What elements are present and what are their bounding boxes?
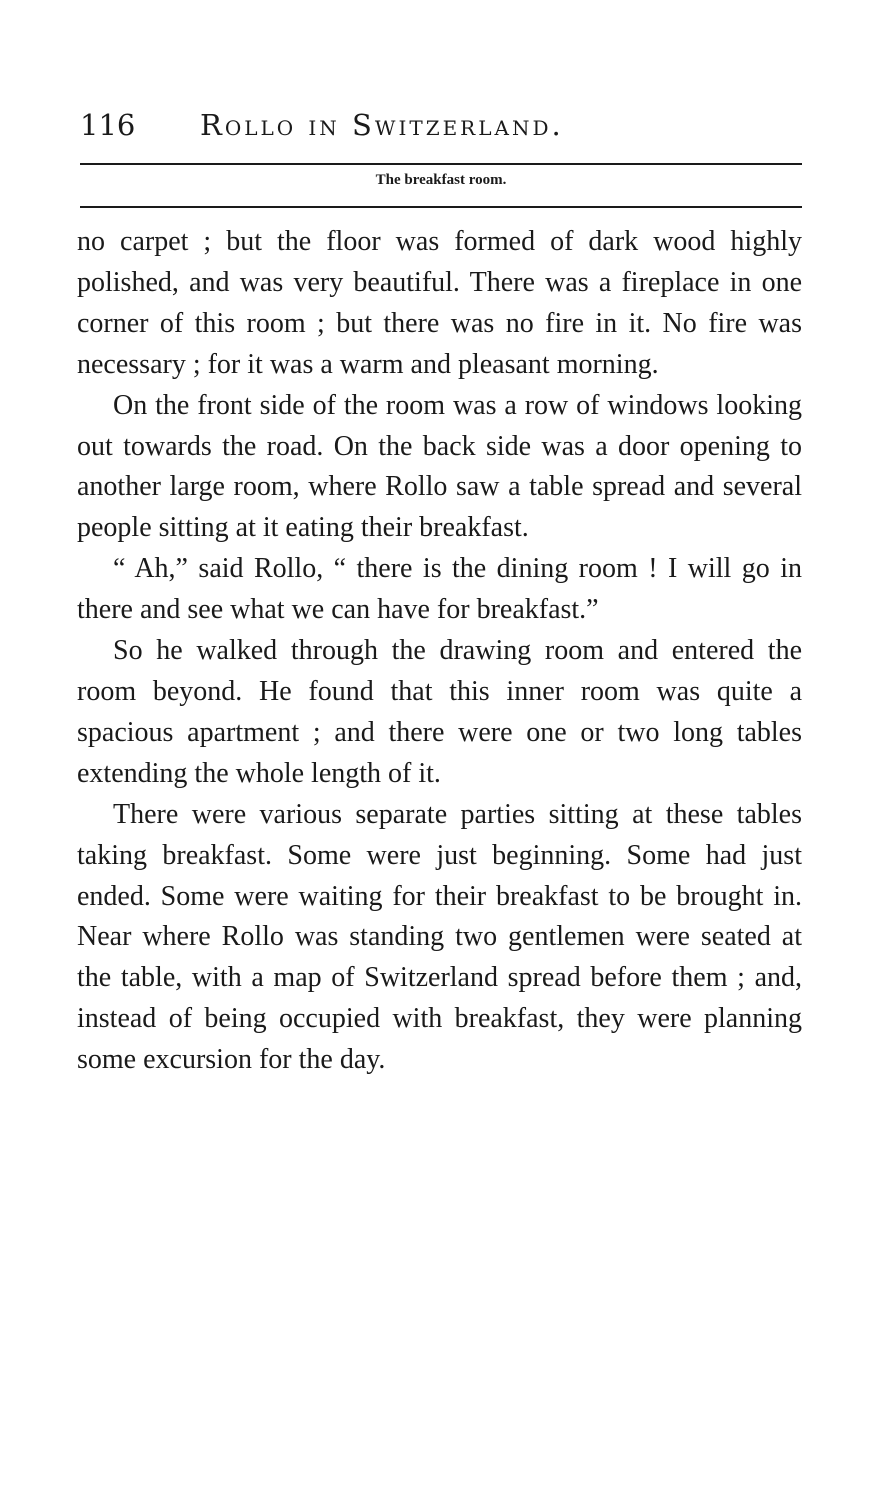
paragraph-5: There were various separate parties sitting at these tables taking breakfast. Some were just beginning. Some had just ended. Some were waiting for their breakfast to be brought in. Near where Rollo was standing two gentlemen were seated at the table, with a map of Switzerland spread before them ; and, instead of being occupied with breakfast, they were planning some excursion for the day. [77,798,802,1076]
running-header [80,108,802,156]
header-rule-bottom [80,206,802,208]
running-title: Rollo in Switzerland. [200,108,564,142]
section-subheading: The breakfast room. [375,172,507,188]
paragraph-3: “ Ah,” said Rollo, “ there is the dining room ! I will go in there and see what we can have for breakfast.” [77,553,802,626]
header-rule-top [80,163,802,165]
paragraph-4: So he walked through the drawing room and entered the room beyond. He found that this inner room was quite a spacious apartment ; and there were one or two long tables extending the whole length of it. [77,635,802,789]
paragraph-2: On the front side of the room was a row of windows looking out towards the road. On the back side was a door opening to another large room, where Rollo saw a table spread and several people sitting at it eating their breakfast. [77,389,802,544]
body-text [77,222,802,1081]
paragraph-1: no carpet ; but the floor was formed of dark wood highly polished, and was very beautiful. There was a fireplace in one corner of this room ; but there was no fire in it. No fire was necessary ; for it was a warm and pleasant morning. [77,226,802,380]
page-number: 116 [80,108,136,142]
